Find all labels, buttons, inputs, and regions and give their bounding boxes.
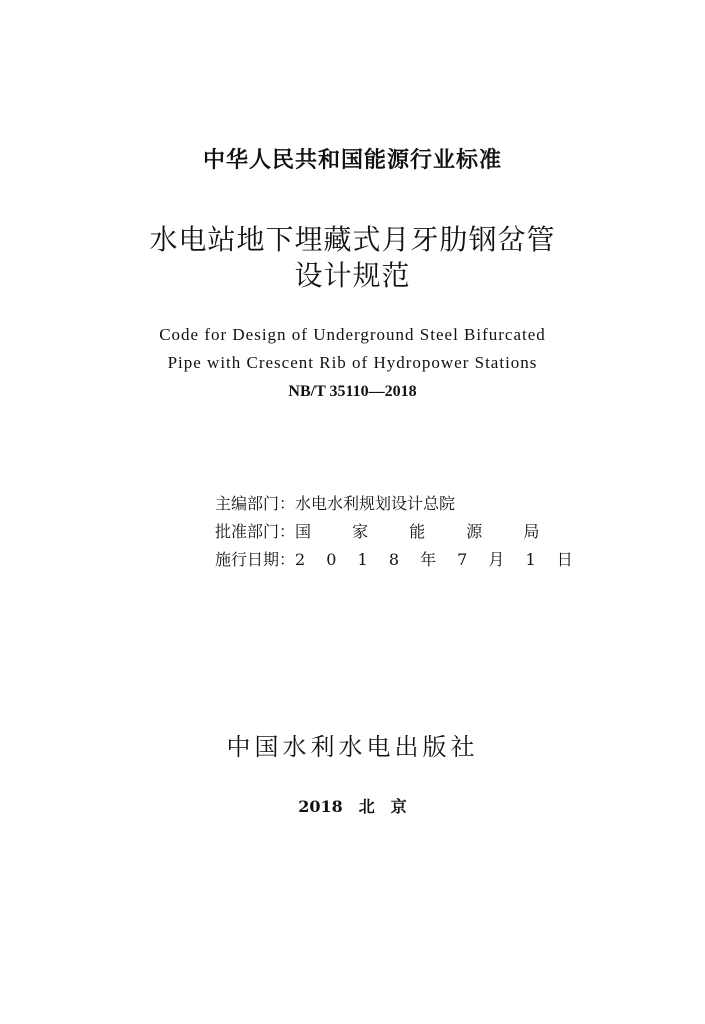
document-title-cn-line1: 水电站地下埋藏式月牙肋钢岔管 — [149, 223, 556, 256]
meta-row-effective-date — [215, 546, 635, 574]
meta-row-editor — [215, 490, 635, 518]
meta-label-editor: 主编部门： — [215, 494, 296, 513]
meta-label-approver: 批准部门： — [215, 522, 296, 541]
meta-value-effective-date: 2 0 1 8 年 7 月 1 日 — [295, 550, 581, 569]
document-title-cn-line2: 设计规范 — [294, 259, 411, 292]
meta-value-editor: 水电水利规划设计总院 — [295, 494, 456, 513]
document-title-en-line2: Pipe with Crescent Rib of Hydropower Stations — [167, 353, 538, 372]
standard-code-number: NB/T 35110—2018 — [288, 383, 417, 400]
publication-place-year: 2018 北 京 — [298, 797, 407, 816]
publisher-name: 中国水利水电出版社 — [226, 733, 479, 761]
meta-value-approver: 国 家 能 源 局 — [295, 522, 558, 541]
meta-row-approver — [215, 518, 635, 546]
issuing-info-block — [215, 490, 635, 574]
industry-standard-heading: 中华人民共和国能源行业标准 — [202, 148, 502, 173]
meta-label-effective-date: 施行日期： — [215, 550, 296, 569]
document-title-en-line1: Code for Design of Underground Steel Bifurcated — [159, 325, 546, 344]
